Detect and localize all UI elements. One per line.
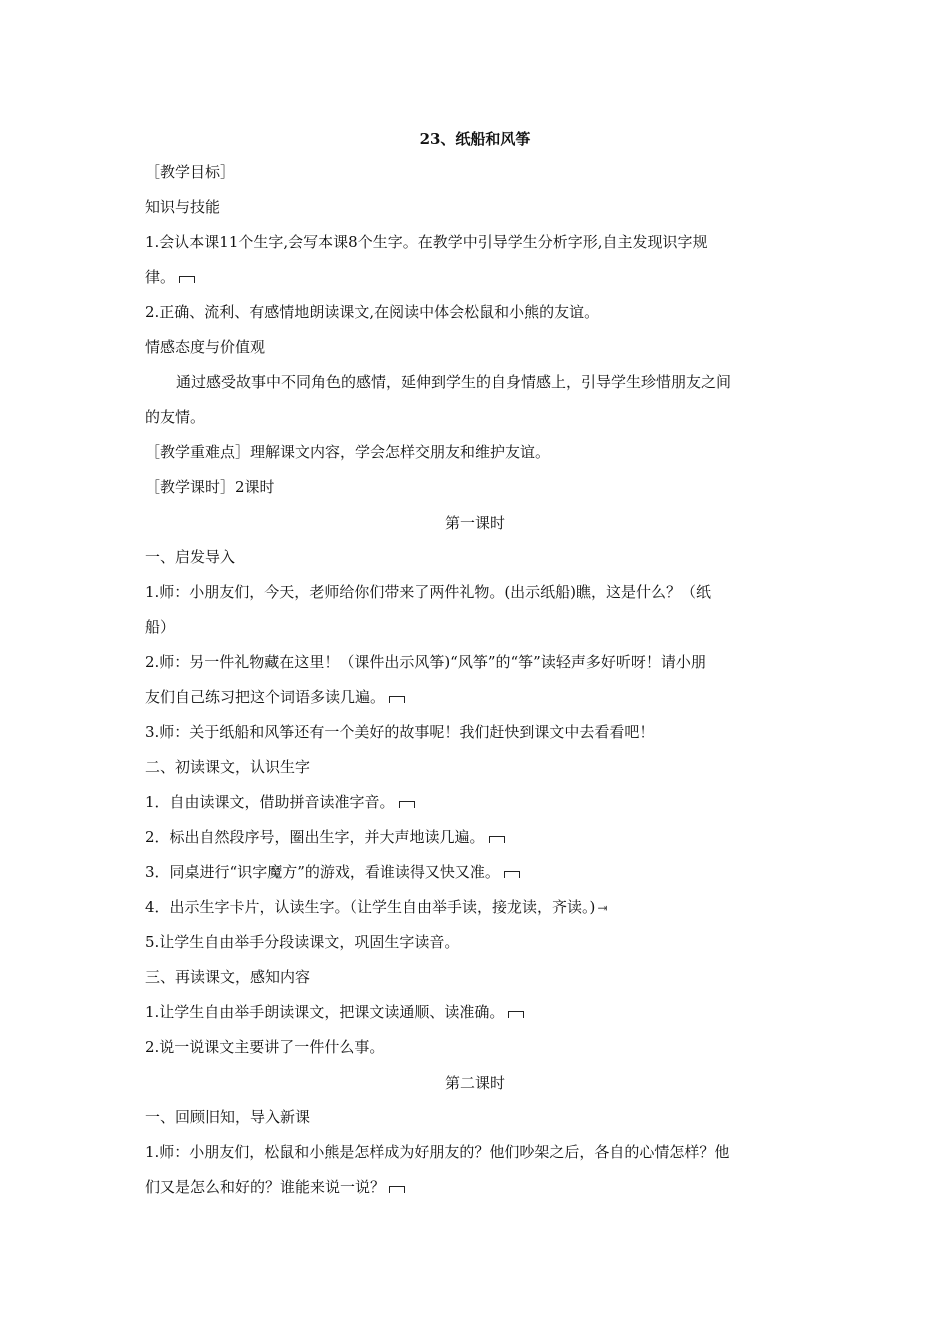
page-title: 23、纸船和风筝 [419,130,531,148]
paragraph-line: 船） [145,618,176,636]
paragraph-line: 2.说一说课文主要讲了一件什么事。 [145,1038,385,1056]
paragraph-line: 1.师：小朋友们，松鼠和小熊是怎样成为好朋友的？他们吵架之后，各自的心情怎样？他 [145,1143,730,1161]
section-heading: ［教学目标］ [145,163,236,181]
section-heading: 一、回顾旧知，导入新课 [145,1108,311,1126]
subheading: 知识与技能 [145,198,221,216]
paragraph-line: 律。 [145,267,195,287]
paragraph-mark-icon [489,836,505,843]
paragraph-line: 1．自由读课文，借助拼音读准字音。 [145,792,415,812]
paragraph-line: 2.师：另一件礼物藏在这里！（课件出示风筝)“风筝”的“筝”读轻声多好听呀！请小朋 [145,653,706,671]
lesson-heading: 第一课时 [444,514,505,532]
section-heading: 一、启发导入 [145,548,236,566]
paragraph-mark-icon [504,871,520,878]
paragraph-line: 3.师：关于纸船和风筝还有一个美好的故事呢！我们赶快到课文中去看看吧！ [145,723,655,741]
lesson-heading: 第二课时 [444,1074,505,1092]
paragraph-line: 1.会认本课11个生字,会写本课8个生字。在教学中引导学生分析字形,自主发现识字规 [145,233,708,251]
paragraph-line: 友们自己练习把这个词语多读几遍。 [145,687,405,707]
section-heading: 三、再读课文，感知内容 [145,968,311,986]
paragraph-mark-icon [389,1186,405,1193]
section-heading: 二、初读课文，认识生字 [145,758,311,776]
paragraph-line: 4．出示生字卡片，认读生字。（让学生自由举手读，接龙读，齐读。) ⇥ [145,898,608,916]
paragraph-line: 5.让学生自由举手分段读课文，巩固生字读音。 [145,933,460,951]
paragraph-line: 2．标出自然段序号，圈出生字，并大声地读几遍。 [145,827,505,847]
paragraph-line: 们又是怎么和好的？谁能来说一说？ [145,1177,405,1197]
paragraph-line: 通过感受故事中不同角色的感情，延伸到学生的自身情感上，引导学生珍惜朋友之间 [176,373,732,391]
paragraph-line: 1.师：小朋友们，今天，老师给你们带来了两件礼物。(出示纸船)瞧，这是什么？（纸 [145,583,712,601]
paragraph-line: 的友情。 [145,408,206,426]
paragraph-line: ［教学课时］2课时 [145,478,275,496]
subheading: 情感态度与价值观 [145,338,266,356]
paragraph-mark-icon [179,276,195,283]
paragraph-mark-icon [399,801,415,808]
line-break-icon: ⇥ [597,901,608,915]
paragraph-line: ［教学重难点］理解课文内容，学会怎样交朋友和维护友谊。 [145,443,551,461]
paragraph-mark-icon [508,1011,524,1018]
paragraph-line: 3．同桌进行“识字魔方”的游戏，看谁读得又快又准。 [145,862,520,882]
paragraph-line: 2.正确、流利、有感情地朗读课文,在阅读中体会松鼠和小熊的友谊。 [145,303,600,321]
paragraph-line: 1.让学生自由举手朗读课文，把课文读通顺、读准确。 [145,1002,524,1022]
paragraph-mark-icon [389,696,405,703]
